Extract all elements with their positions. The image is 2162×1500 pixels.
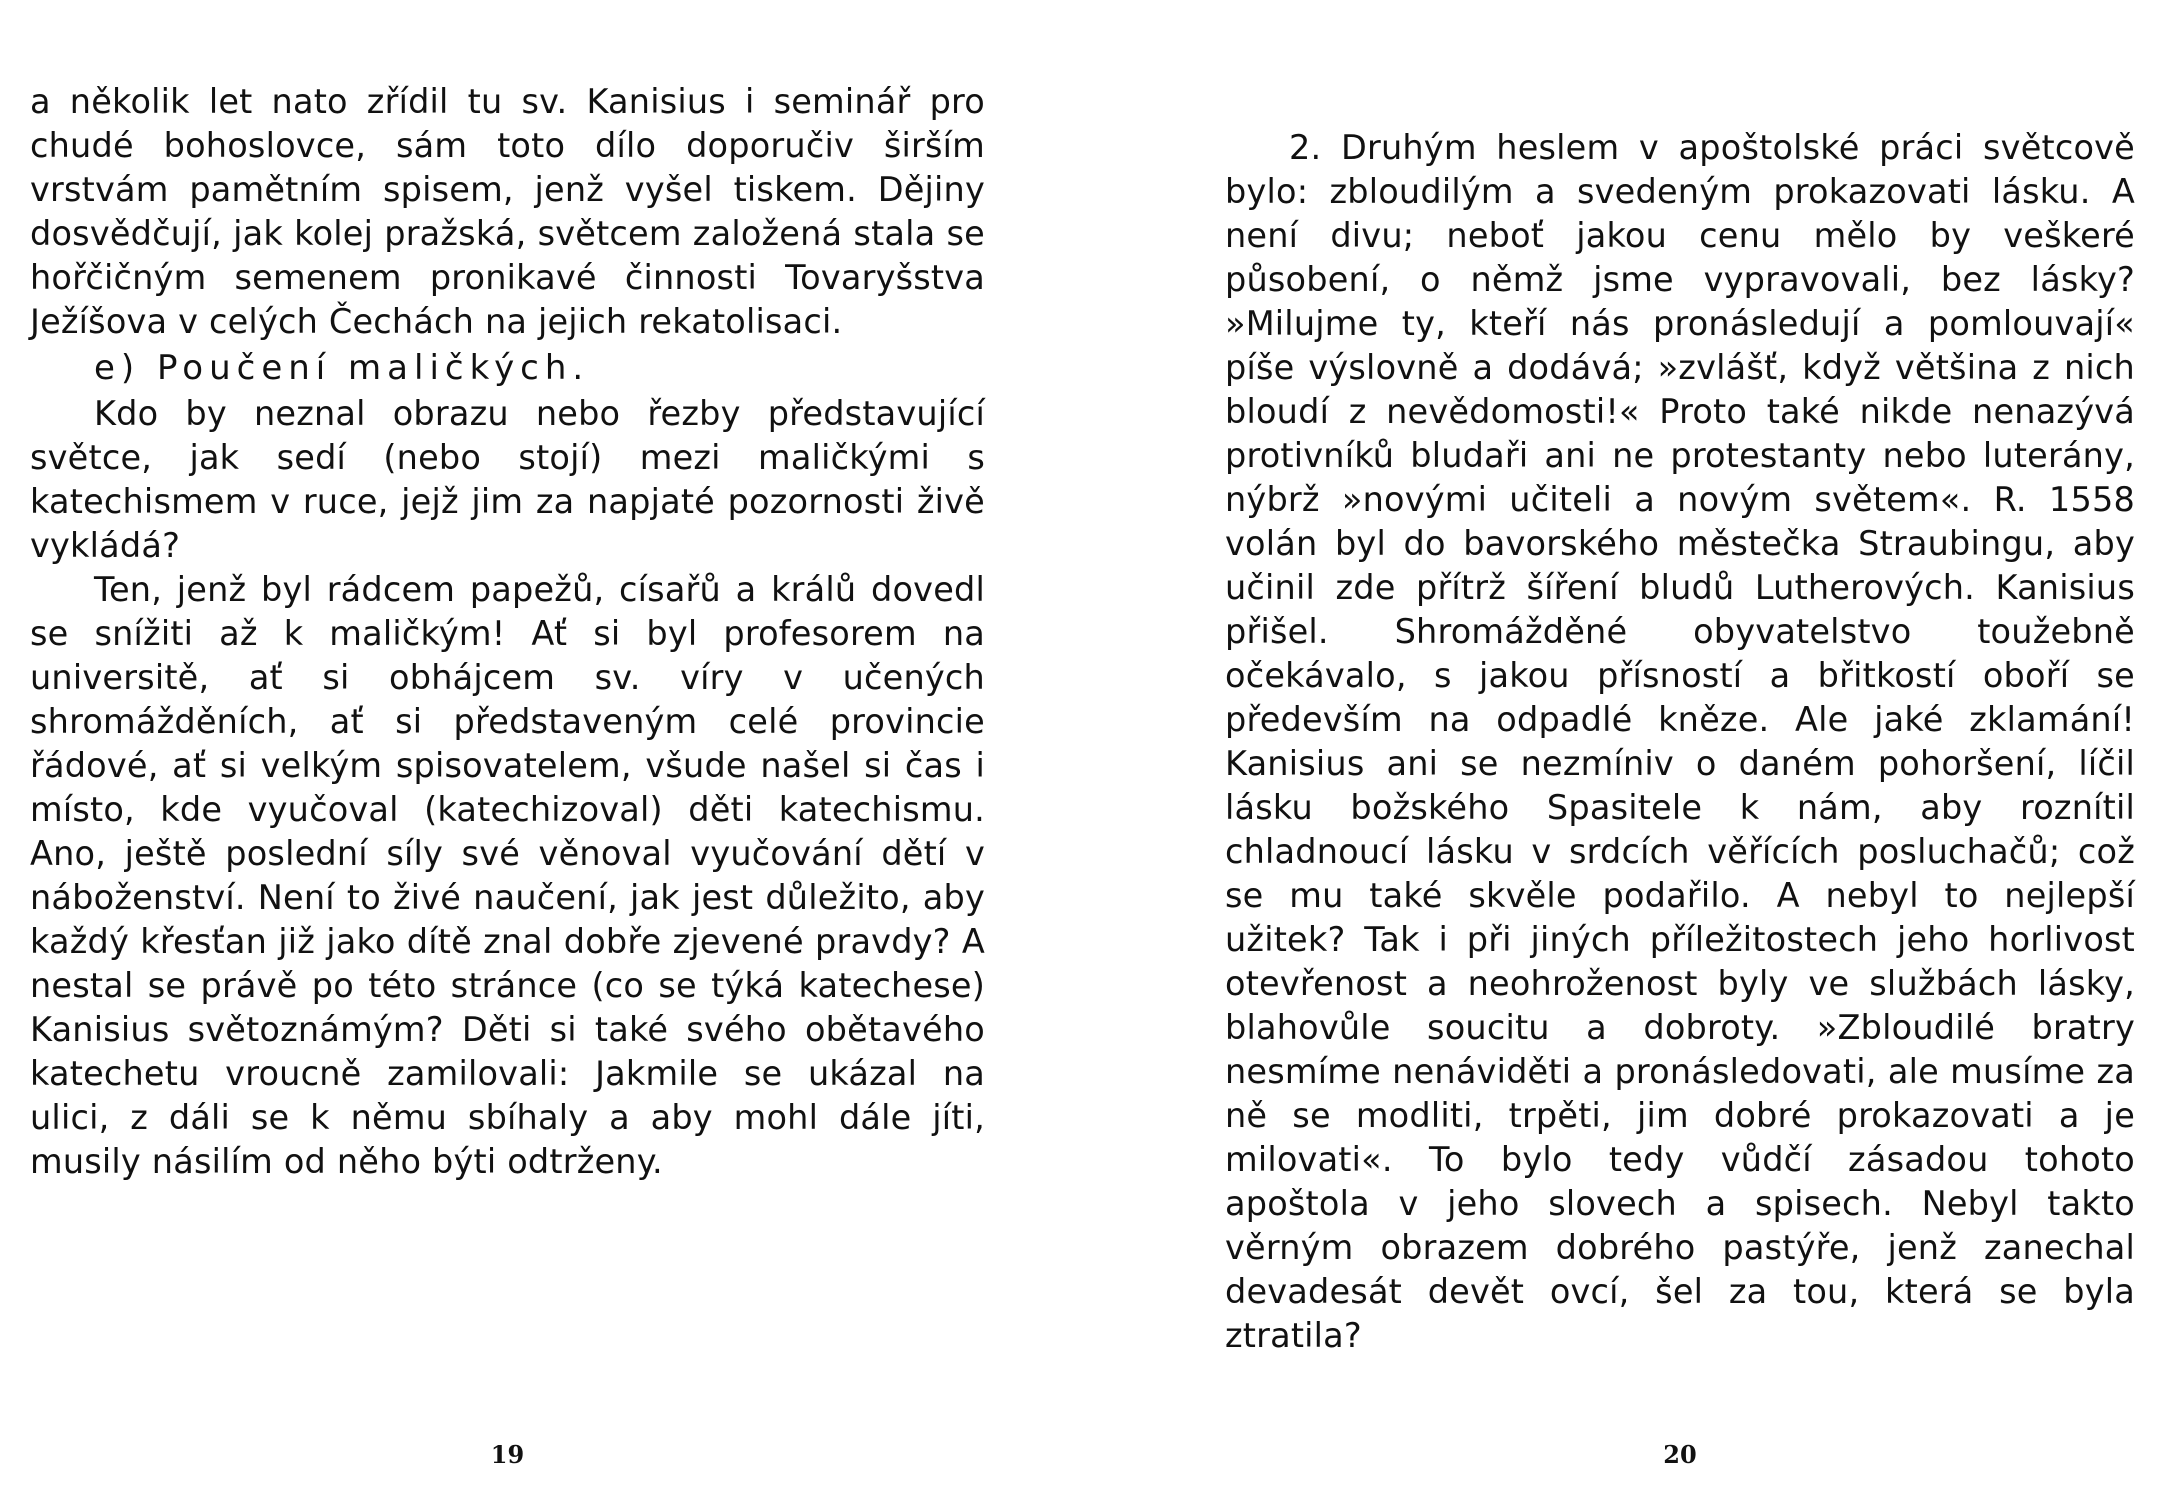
section-heading: e) Poučení maličkých.	[94, 348, 590, 388]
paragraph-3: Ten, jenž byl rádcem papežů, císařů a králů dovedl se snížiti až k maličkým! Ať si byl profesorem na universitě, ať si obhájcem sv. víry v učených shromážděních, ať si představeným celé provincie řádové, ať si velkým spisovatelem, všude našel si čas i místo, kde vyučoval (katechizoval) děti katechismu. Ano, ještě poslední síly své věnoval vyučování dětí v náboženství. Není to živé naučení, jak jest důležito, aby každý křesťan již jako dítě znal dobře zjevené pravdy? A nestal se právě po této stránce (co se týká katechese) Kanisius světoznámým? Děti si také svého obětavého katechetu vroucně zamilovali: Jakmile se ukázal na ulici, z dáli se k němu sbíhaly a aby mohl dále jíti, musily násilím od něho býti odtrženy.	[30, 570, 985, 1181]
page-number: 20	[1663, 1440, 1697, 1469]
page-number: 19	[490, 1440, 525, 1469]
paragraph-1: a několik let nato zřídil tu sv. Kanisius i seminář pro chudé bohoslovce, sám toto dílo doporučiv širším vrstvám pamětním spisem, jenž vyšel tiskem. Dějiny dosvědčují, jak kolej pražská, světcem založená stala se hořčičným semenem pronikavé činnosti Tovaryšstva Ježíšova v celých Čechách na jejich rekatolisaci.	[30, 82, 985, 341]
right-page-text-column	[1225, 126, 2135, 1358]
right-page	[1225, 0, 2135, 1500]
left-page-text-column	[30, 80, 985, 1184]
paragraph-1: 2. Druhým heslem v apoštolské práci světcově bylo: zbloudilým a svedeným prokazovati lásku. A není divu; neboť jakou cenu mělo by veškeré působení, o němž jsme vypravovali, bez lásky? »Milujme ty, kteří nás pronásledují a pomlouvají« píše výslovně a dodává; »zvlášť, když většina z nich bloudí z nevědomosti!« Proto také nikde nenazývá protivníků bludaři ani ne protestanty nebo luterány, nýbrž »novými učiteli a novým světem«. R. 1558 volán byl do bavorského městečka Straubingu, aby učinil zde přítrž šíření bludů Lutherových. Kanisius přišel. Shromážděné obyvatelstvo toužebně očekávalo, s jakou přísností a břitkostí oboří se především na odpadlé kněze. Ale jaké zklamání! Kanisius ani se nezmíniv o daném pohoršení, líčil lásku božského Spasitele k nám, aby roznítil chladnoucí lásku v srdcích věřících posluchačů; což se mu také skvěle podařilo. A nebyl to nejlepší užitek? Tak i při jiných příležitostech jeho horlivost otevřenost a neohroženost byly ve službách lásky, blahovůle soucitu a dobroty. »Zbloudilé bratry nesmíme nenáviděti a pronásledovati, ale musíme za ně se modliti, trpěti, jim dobré prokazovati a je milovati«. To bylo tedy vůdčí zásadou tohoto apoštola v jeho slovech a spisech. Nebyl takto věrným obrazem dobrého pastýře, jenž zanechal devadesát devět ovcí, šel za tou, která se byla ztratila?	[1225, 128, 2135, 1355]
paragraph-2: Kdo by neznal obrazu nebo řezby představující světce, jak sedí (nebo stojí) mezi maličkými s katechismem v ruce, jejž jim za napjaté pozornosti živě vykládá?	[30, 394, 985, 565]
left-page	[30, 0, 985, 1500]
